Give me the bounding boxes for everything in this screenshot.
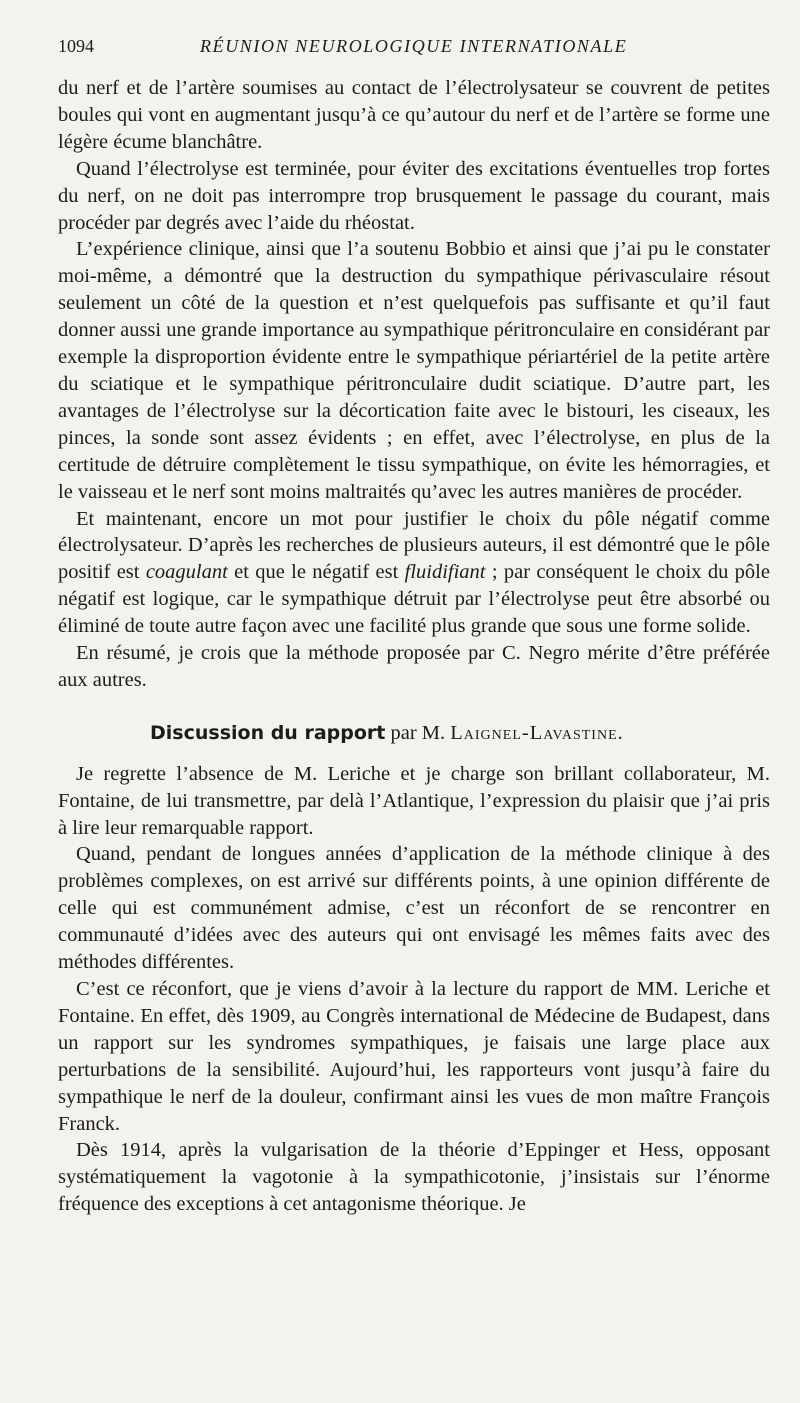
text-run: Quand l’électrolyse est terminée, pour éviter des excitations éventuelles trop fortes du nerf, on ne doit pas interrompre trop brusquement le passage du courant, mais procéder par degrés avec l’aide du rhéostat.: [58, 157, 770, 234]
running-title: RÉUNION NEUROLOGIQUE INTERNATIONALE: [200, 36, 628, 56]
text-run: En résumé, je crois que la méthode proposée par C. Negro mérite d’être préférée aux autres.: [58, 642, 770, 691]
paragraph: [58, 761, 770, 842]
text-run: par M.: [385, 721, 451, 744]
paragraph: [58, 156, 770, 237]
text-run: fluidifiant: [404, 561, 486, 584]
paragraph: [58, 236, 770, 505]
text-run: du nerf et de l’artère soumises au contact de l’électrolysateur se couvrent de petites boules qui vont en augmentant jusqu’à ce qu’autour du nerf et de l’artère se forme une légère écume blanchâtre.: [58, 77, 770, 153]
text-run: coagulant: [145, 561, 228, 584]
text-run: Et maintenant, encore un mot pour justifier le choix du pôle négatif comme électrolysateur. D’après les recherches de plusieurs auteurs, il est démontré que le pôle positif est: [58, 507, 770, 584]
paragraph: [58, 976, 770, 1137]
text-run: et que le négatif est: [227, 561, 405, 584]
paragraph: [58, 506, 770, 641]
text-run: ; par conséquent le choix du pôle négatif est logique, car le sympathique détruit par l’électrolyse peut être absorbé ou éliminé de toute autre façon avec une facilité plus grande que sous une forme solide.: [58, 561, 770, 638]
text-run: L’expérience clinique, ainsi que l’a soutenu Bobbio et ainsi que j’ai pu le constater moi-même, a démontré que la destruction du sympathique périvasculaire résout seulement un côté de la question et n’est quelquefois pas suffisante et qu’il faut donner aussi une grande importance au sympathique péritronculaire en considérant par exemple la disproportion évidente entre le sympathique périartériel de la petite artère du sciatique et le sympathique péritronculaire dudit sciatique. D’autre part, les avantages de l’électrolyse sur la décortication faite avec le bistouri, les ciseaux, les pinces, la sonde sont assez évidents ; en effet, avec l’électrolyse, en plus de la certitude de détruire complètement le tissu sympathique, on évite les hémorragies, et le vaisseau et le nerf sont moins maltraités qu’avec les autres manières de procéder.: [58, 238, 770, 503]
paragraph: [58, 75, 770, 156]
section-heading: [58, 720, 770, 747]
text-run: Discussion du rapport: [150, 721, 386, 744]
page-header: [58, 36, 760, 62]
text-run: .: [617, 721, 623, 744]
text-run: Laignel-Lavastine: [450, 721, 618, 744]
text-run: C’est ce réconfort, que je viens d’avoir à la lecture du rapport de MM. Leriche et Fontaine. En effet, dès 1909, au Congrès international de Médecine de Budapest, dans un rapport sur les syndromes sympathiques, je faisais une large place aux perturbations de la sensibilité. Aujourd’hui, les rapporteurs vont jusqu’à faire du sympathique le nerf de la douleur, confirmant ainsi les vues de mon maître François Franck.: [58, 978, 770, 1135]
paragraph: [58, 841, 770, 976]
text-run: Dès 1914, après la vulgarisation de la théorie d’Eppinger et Hess, opposant systématiquement la vagotonie à la sympathicotonie, j’insistais sur l’énorme fréquence des exceptions à cet antagonisme théorique. Je: [58, 1139, 770, 1216]
page-number: 1094: [58, 36, 94, 56]
text-run: Quand, pendant de longues années d’application de la méthode clinique à des problèmes complexes, on est arrivé sur différents points, à une opinion différente de celle qui est communément admise, c’est un réconfort de se rencontrer en communauté d’idées avec des auteurs qui ont envisagé les mêmes faits avec des méthodes différentes.: [58, 843, 770, 974]
body-text: [58, 75, 770, 1218]
paragraph: [58, 1137, 770, 1218]
text-run: Je regrette l’absence de M. Leriche et je charge son brillant collaborateur, M. Fontaine, de lui transmettre, par delà l’Atlantique, l’expression du plaisir que j’ai pris à lire leur remarquable rapport.: [58, 762, 770, 839]
paragraph: [58, 640, 770, 694]
